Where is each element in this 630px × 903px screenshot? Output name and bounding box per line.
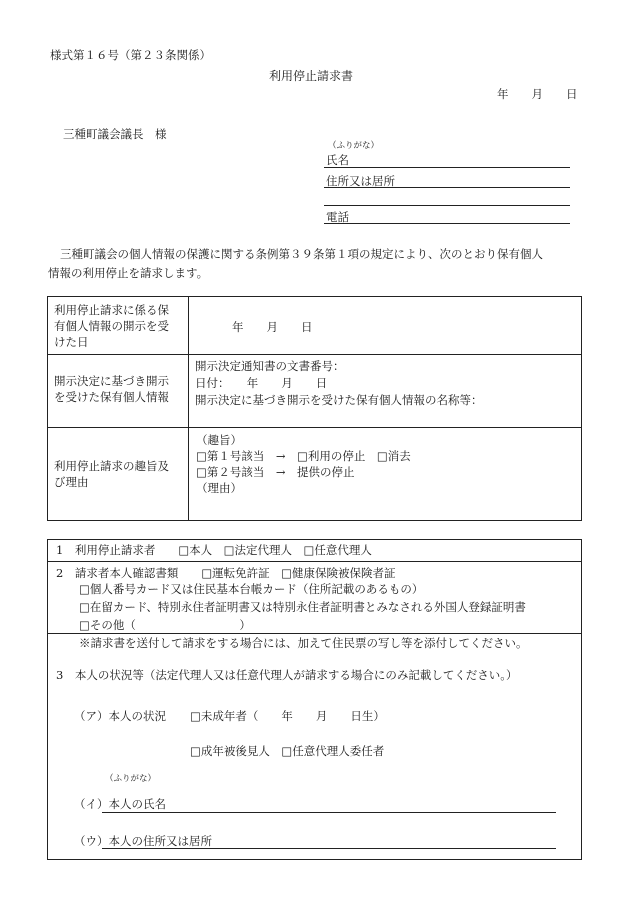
intro-line-1: 三種町議会の個人情報の保護に関する条例第３９条第１項の規定により、次のとおり保有個人 [60,247,543,261]
table-row-separator [47,427,582,428]
section-2-option[interactable]: □在留カード、特別永住者証明書又は特別永住者証明書とみなされる外国人登録証明書 [79,600,526,614]
section-2-option[interactable]: □その他（ ） [79,618,251,632]
row3-label: 利用停止請求の趣旨及 び理由 [54,459,169,489]
applicant-phone-label: 電話 [326,210,349,224]
table-row-separator [47,354,582,355]
applicant-address-label: 住所又は居所 [326,174,395,188]
form-number: 様式第１６号（第２３条関係） [50,48,211,62]
applicant-address-field-2[interactable] [324,205,570,206]
principal-furigana-label: （ふりがな） [105,774,157,784]
section-3a-label: （ア）本人の状況 [74,709,166,723]
applicant-name-field[interactable] [324,167,570,168]
minor-checkbox-option[interactable]: □未成年者（ 年 月 日生） [190,709,385,723]
row1-label: 利用停止請求に係る保 有個人情報の開示を受 けた日 [54,303,169,349]
document-title: 利用停止請求書 [269,69,354,83]
principal-address-field[interactable] [102,848,556,849]
applicant-address-field[interactable] [324,187,570,188]
intro-line-2: 情報の利用停止を請求します。 [48,266,209,280]
applicant-phone-field[interactable] [324,223,570,224]
table-divider [188,296,189,521]
date-field[interactable]: 年 月 日 [497,87,578,101]
section-separator [47,633,582,634]
section-3u-label: （ウ）本人の住所又は居所 [74,834,212,848]
section-2-option[interactable]: □個人番号カード又は住民基本台帳カード（住所記載のあるもの） [79,582,424,596]
section-3-heading: 3 本人の状況等（法定代理人又は任意代理人が請求する場合にのみ記載してください。） [56,668,518,682]
disclosure-date-field[interactable]: 年 月 日 [232,320,313,334]
addressee: 三種町議会議長 様 [63,127,167,141]
section-separator [47,561,582,562]
section-2-heading[interactable]: 2 請求者本人確認書類 □運転免許証 □健康保険被保険者証 [56,566,396,580]
row2-label: 開示決定に基づき開示 を受けた保有個人情報 [54,374,169,404]
guardian-checkbox-options[interactable]: □成年被後見人 □任意代理人委任者 [190,744,385,758]
row2-content[interactable]: 開示決定通知書の文書番号： 日付： 年 月 日 開示決定に基づき開示を受けた保有個人情報の名称等： [195,359,483,407]
section-1-requester-type[interactable]: 1 利用停止請求者 □本人 □法定代理人 □任意代理人 [56,543,372,557]
principal-name-field[interactable] [102,812,556,813]
applicant-furigana-label: （ふりがな） [328,141,380,151]
row3-content[interactable]: （趣旨） □第１号該当 → □利用の停止 □消去 □第２号該当 → 提供の停止 （理由） [196,433,411,495]
section-3i-label: （イ）本人の氏名 [74,797,166,811]
applicant-name-label: 氏名 [326,153,349,167]
section-2-note: ※請求書を送付して請求をする場合には、加えて住民票の写し等を添付してください。 [79,636,528,650]
